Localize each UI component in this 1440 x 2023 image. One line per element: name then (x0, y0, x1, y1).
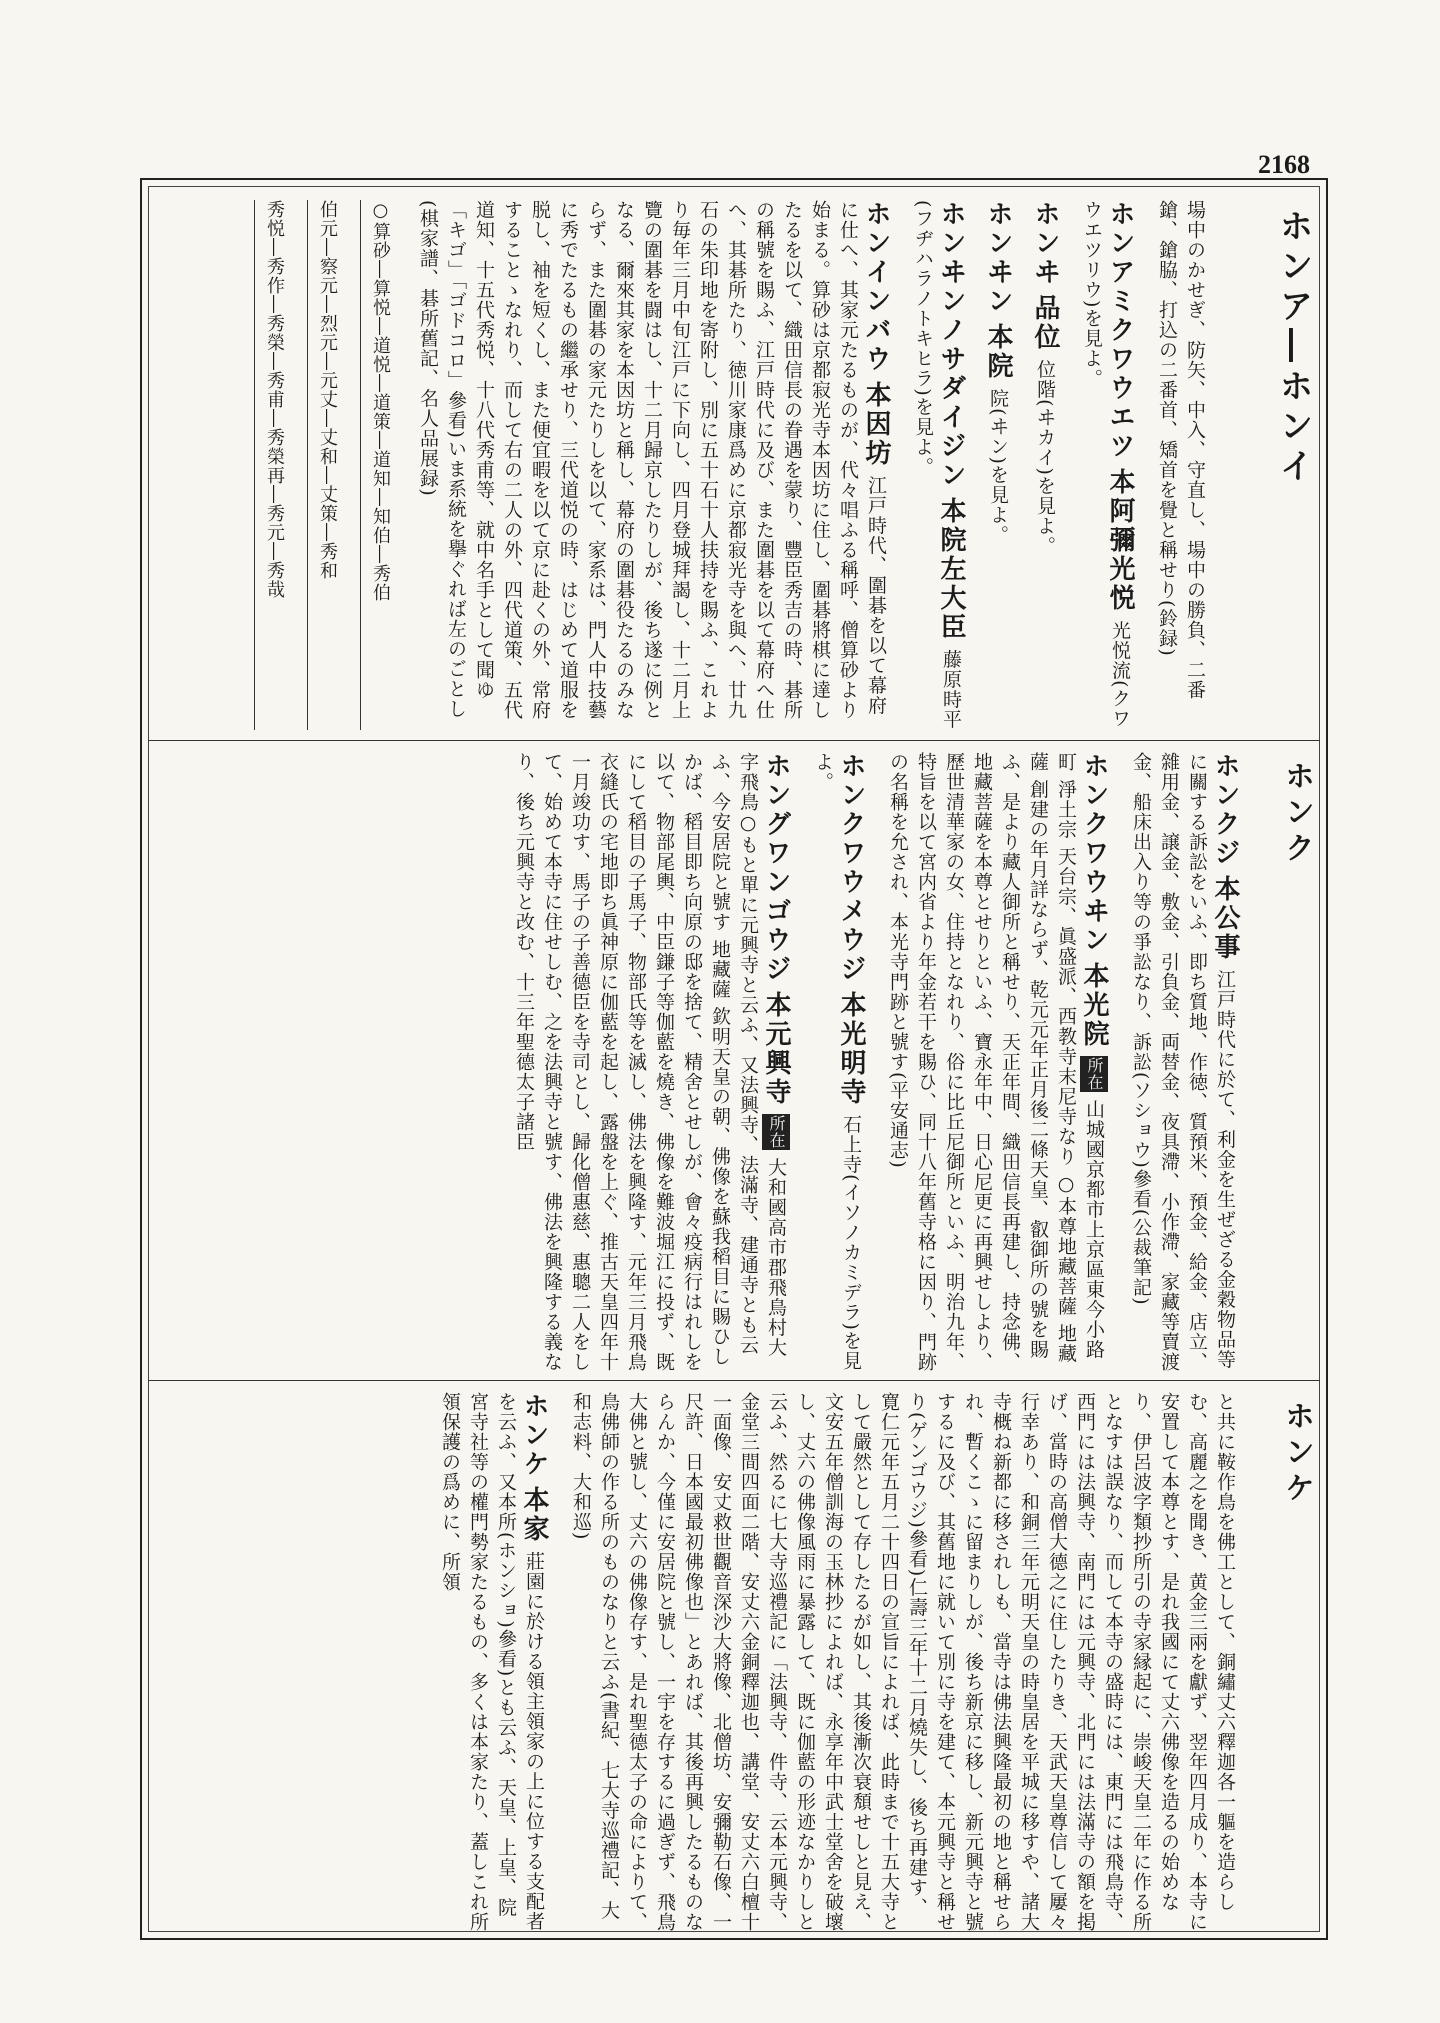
entry-honin (984, 200, 1012, 730)
band-heading-2: ホンク (1279, 760, 1314, 868)
location-tag: 所在 (762, 1114, 790, 1150)
entry-body: 院(ヰン)を見よ。 (987, 388, 1009, 545)
entry-honkouin (884, 752, 1108, 1372)
intro-text: 場中のかせぎ、防矢、中入、守直し、場中の勝負、二番鎗、鎗脇、打込の二番首、矯首を覺と稱せり(鈴録) (1156, 200, 1206, 700)
entry-kanji: 品位 (1030, 294, 1060, 353)
entry-head: ホングワンゴウジ (761, 752, 791, 984)
tier-1 (266, 200, 1318, 730)
entry-kanji: 本因坊 (861, 381, 891, 469)
tier-2-text (298, 752, 1258, 1372)
band-heading-3: ホンケ (1279, 1400, 1314, 1508)
entry-body: 藤原時平(フヂハラノトキヒラ)を見よ。 (912, 200, 962, 730)
page-number: 2168 (1258, 150, 1310, 179)
entry-body: 江戸時代、圍碁を以て幕府に仕へ、其家元たるものが、代々唱ふる稱呼、僧算砂より始まる。算砂は京都寂光寺本因坊に住し、圍碁將棋に達したるを以て、織田信長の眷遇を蒙り、豐臣秀吉の時、碁所の稱號を賜ふ、江戸時代に及び、また圍碁を以て幕府へ仕へ、其碁所たり、徳川家康爲めに京都寂光寺を與へ、廿九石の朱印地を寄附し、別に五十石十人扶持を賜ふ、これより毎年三月中旬江戸に下向し、四月登城拜謁し、十二月上覽の圍碁を闘はし、十二月歸京したりしが、後ち遂に例となる、爾來其家を本因坊と稱し、幕府の圍碁役たるのみならず、また圍碁の家元たりしを以て、家系は、門人中技藝に秀でたるもの繼承せり、三代道悦の時、はじめて道服を脱し、袖を短くし、また便宜暇を以て京に赴くの外、常府することゝなれり、而して右の二人の外、四代道策、五代道知、十五代秀悦、十八代秀甫等、就中名手として聞ゆ「キゴ」「ゴドコロ」參看)いま系統を擧ぐれば左のごとし(棋家譜、碁所舊記、名人品展録) (417, 200, 887, 720)
entry-head: ホンクワウヰン (1079, 752, 1109, 955)
entry-head: ホンケ (519, 1392, 549, 1479)
entry-body: 光悦流(クワウエツリウ)を見よ。 (1081, 200, 1131, 729)
entry-kanji: 本阿彌光悦 (1105, 468, 1135, 614)
entry-body: 莊園に於ける領主領家の上に位する支配者を云ふ、又本所(ホンショ)參看)とも云ふ、天皇、上皇、院宮寺社等の權門勢家たるもの、多くは本家たり、蓋しこれ所領保護の爲めに、所領 (439, 1392, 545, 1932)
entry-head: ホンヰン (983, 200, 1013, 316)
entry-head: ホンヰ (1030, 200, 1060, 287)
entry-honin-sadaijin (909, 200, 965, 730)
location-tag: 所在 (1080, 1056, 1108, 1092)
lineage-row-1: ○算砂―算悦―道悦―道策―道知―知伯―秀伯 (360, 200, 395, 730)
lineage-row-2: 伯元―察元―烈元―元丈―丈和―丈策―秀和 (307, 200, 342, 730)
entry-body: 山城國京都市上京區東今小路町 淨土宗 天台宗、眞盛派、西教寺末尼寺なり ○本尊地藏菩薩 地藏薩 創建の年月詳ならず、乾元元年正月後二條天皇、叡御所の號を賜ふ、是より藏人御所と稱せり、天正年間、織田信長再建し、持念佛、地藏菩薩を本尊とせりといふ、寶永年中、日心尼更に再興せしより、歷世清華家の女、住持となれり、俗に比丘尼御所といふ、明治九年、特旨を以て宮内省より年金若干を賜ひ、同十八年舊寺格に因り、門跡の名稱を允され、本光寺門跡と號す(平安通志) (887, 752, 1105, 1372)
entry-body: 江戸時代に於て、利金を生ぜざる金穀物品等に關する訴訟をいふ、即ち質地、作徳、質預米、預金、給金、店立、雜用金、譲金、敷金、引負金、両替金、夜具滯、小作滯、家藏等賣渡金、船床出入り等の爭訟なり、訴訟(ソショウ)參看(公裁筆記) (1130, 752, 1236, 1372)
entry-honinbou (414, 200, 890, 730)
tier-3-text (298, 1392, 1258, 1932)
continuation-text: と共に鞍作鳥を佛工として、銅繡丈六釋迦各一軀を造らしむ、高麗之を聞き、黄金三兩を獻ず、翌年四月成り、本寺に安置して本尊とす、是れ我國にて丈六佛像を造るの始めなり、伊呂波字類抄所引の寺家縁起に、崇峻天皇二年に作る所となすは誤なり、而して本寺の盛時には、東門には飛鳥寺、西門には法興寺、南門には元興寺、北門には法滿寺の額を掲げ、當時の高僧大德之に住したりき、天武天皇尊信して屢々行幸あり、和銅三年元明天皇の時皇居を平城に移すや、諸大寺概ね新都に移されしも、當寺は佛法興隆最初の地と稱せられ、暫くこゝに留まりしが、後ち新京に移し、新元興寺と號するに及び、其舊地に就いて別に寺を建て、本元興寺と稱せり(ゲンゴウジ)參看)仁壽三年十二月燒失し、後ち再建す、寛仁元年五月二十四日の宣旨によれば、此時まで十五大寺として嚴然として存したるが如し、其後漸次衰頽せしと見え、文安五年僧訓海の玉林抄によれば、永享年中武士堂舍を破壞し、丈六の佛像風雨に暴露して、既に伽藍の形迹なかりしと云ふ、然るに七大寺巡禮記に「法興寺、件寺、云本元興寺、金堂三間四面二階、安丈六金銅釋迦也、講堂、安丈六白檀十一面像、安丈救世觀音深沙大將像、北僧坊、安彌勒石像、一尺許、日本國最初佛像也」とあれば、其後再興したるものならんか、今僅に安居院と號し、一宇を存するに過ぎず、飛鳥大佛と號し、丈六の佛像存す、是れ聖德太子の命によりて、鳥佛師の作る所のものなりと云ふ(書紀、七大寺巡禮記、大和志料、大和巡) (570, 1392, 1236, 1932)
tier-2 (266, 752, 1318, 1372)
entry-body: 位階(ヰカイ)を見よ。 (1034, 359, 1056, 556)
entry-head: ホンクワウメウジ (836, 752, 866, 984)
entry-kanji: 本光明寺 (836, 991, 866, 1108)
tier-divider-1 (148, 740, 1320, 741)
entry-head: ホンクジ (1210, 752, 1240, 868)
band-heading-1: ホンア―ホンイ (1273, 208, 1313, 488)
entry-honkuji (1127, 752, 1239, 1372)
entry-kanji: 本光院 (1079, 962, 1109, 1050)
entry-kanji: 本家 (519, 1486, 549, 1545)
tier-divider-2 (148, 1380, 1320, 1381)
lineage-row-3: 秀悦―秀作―秀榮―秀甫―秀榮再―秀元―秀哉 (254, 200, 289, 730)
entry-honamikouetsu (1078, 200, 1134, 730)
tier-3 (266, 1392, 1318, 1932)
entry-honkoumyouji (809, 752, 865, 1372)
entry-body: 大和國高市郡飛鳥村大字飛鳥○もと單に元興寺と云ふ、又法興寺、法滿寺、建通寺とも云ふ、今安居院と號す 地藏薩 欽明天皇の朝、佛像を蘇我稻目に賜ひしかば、稻目即ち向原の邸を捨て、精舍とせしが、會々疫病行はれしを以て、物部尾輿、中臣鎌子等伽藍を燒き、佛像を難波堀江に投ず、既にして稻目の子馬子、物部氏等を滅し、佛法を興隆す、元年三月飛鳥衣縫氏の宅地即ち眞神原に伽藍を起し、露盤を上ぐ、推古天皇四年十一月竣功す、馬子の子善德臣を寺司とし、歸化僧惠慈、惠聰二人をして、始めて本寺に住せしむ、之を法興寺と號す、佛法を興隆する義なり、後ち元興寺と改む、十三年聖德太子諸臣 (513, 752, 787, 1372)
entry-honi (1031, 200, 1059, 730)
entry-kanji: 本院 (983, 323, 1013, 382)
entry-body: 石上寺(イソノカミデラ)を見よ。 (812, 752, 862, 1371)
entry-kanji: 本元興寺 (761, 991, 791, 1108)
entry-kanji: 本院左大臣 (936, 497, 966, 643)
tier-1-text (264, 200, 1228, 730)
entry-head: ホンアミクワウエツ (1105, 200, 1135, 461)
entry-kanji: 本公事 (1210, 875, 1240, 963)
entry-head: ホンヰンノサダイジン (936, 200, 966, 490)
entry-hongangouji (510, 752, 790, 1372)
entry-head: ホンインバウ (861, 200, 891, 374)
entry-honke (436, 1392, 548, 1932)
